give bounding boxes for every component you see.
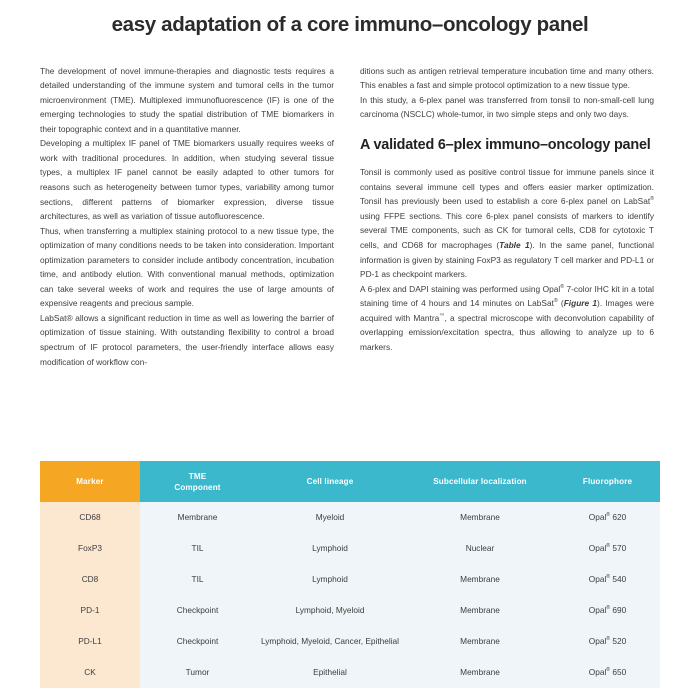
cell-subcellular: Membrane [405,564,555,595]
cell-marker: PD-L1 [40,626,140,657]
fluorophore-number: 690 [610,605,627,616]
fluorophore-number: 540 [610,574,627,585]
cell-marker: PD-1 [40,595,140,626]
fluorophore-number: 620 [610,512,627,523]
staining-text-part3: ( [557,298,564,309]
registered-mark-icon: ® [606,543,611,550]
staining-text-part4: ). Images were acquired with Mantra [360,298,654,323]
tonsil-text-part2: using FFPE sections. This core 6-plex panel consists of markers to identify several TME components, such as CK for tumoral cells, CD8 for cytotoxic T cells, and CD68 for macrophages ( [360,210,654,250]
table-body [40,502,660,688]
table-row [40,502,660,533]
staining-text-part2: 7-color IHC kit in a total staining time of 4 hours and 14 minutes on LabSat [360,283,654,309]
cell-tme-component: TIL [140,533,255,564]
table-1-reference: Table 1 [499,239,530,250]
cell-fluorophore [555,502,660,533]
paragraph-intro: The development of novel immune-therapies and diagnostic tests requires a detailed understanding of the immune system and tumoral cells in the tumor microenvironment (TME). Multiplexed immunofluorescence (IF) is one of the emerging technologies to study the spatial distribution of TME biomarkers in their topographic context and in a quantitative manner. [40,65,334,134]
registered-mark-icon: ® [560,283,565,290]
registered-mark-icon: ® [606,512,611,519]
cell-fluorophore [555,657,660,688]
cell-fluorophore [555,533,660,564]
fluorophore-number: 570 [610,543,627,554]
fluorophore-number: 650 [610,667,627,678]
fluorophore-number: 520 [610,636,627,647]
registered-mark-icon: ® [553,298,558,305]
paragraph-tonsil [360,165,654,281]
column-header-marker: Marker [40,461,140,502]
figure-1-reference: Figure 1 [563,298,598,309]
table-header-row [40,461,660,502]
fluorophore-name: Opal [588,636,607,647]
cell-subcellular: Nuclear [405,533,555,564]
cell-tme-component: Membrane [140,502,255,533]
staining-text-part1: A 6-plex and DAPI staining was performed using Opal [360,283,561,294]
cell-tme-component: Checkpoint [140,626,255,657]
paragraph-transfer: Thus, when transferring a multiplex staining protocol to a new tissue type, the optimization of many conditions needs to be taken into consideration. Important optimization parameters to consider include antibody concentration, incubation time, and antibody elution. With conventional manual methods, optimization can take several weeks of work and requires the use of large amounts of expensive reagents and precious sample. [40,225,334,309]
paragraph-developing: Developing a multiplex IF panel of TME biomarkers usually requires weeks of work with traditional procedures. In addition, when studying several tissue types, a multiplex IF panel cannot be easily adapted to other tumors for reasons such as heterogeneity between tumor types, variability among tumor sections, different patterns of biomarker expression, diverse tissue architectures, as well as variation of tissue autofluorescence. [40,138,334,222]
registered-mark-icon: ® [606,667,611,674]
cell-subcellular: Membrane [405,502,555,533]
cell-fluorophore [555,595,660,626]
page-title: easy adaptation of a core immuno–oncology panel [111,13,589,36]
paragraph-study: In this study, a 6-plex panel was transferred from tonsil to non-small-cell lung carcinoma (NSCLC) whole-tumor, in two simple steps and only two days. [360,94,654,120]
cell-fluorophore [555,564,660,595]
panel-table-container [40,461,660,688]
cell-subcellular: Membrane [405,626,555,657]
table-header [40,461,660,502]
cell-tme-component: Checkpoint [140,595,255,626]
immuno-oncology-panel-table [40,461,660,688]
cell-cell-lineage: Lymphoid, Myeloid, Cancer, Epithelial [255,626,405,657]
paragraph-staining [360,282,654,355]
fluorophore-name: Opal [588,543,607,554]
staining-text-part5: , a spectral microscope with deconvolution capability of overlapping emission/excitation spectra, thus allowing to analyze up to 6 markers. [360,312,655,352]
table-row [40,564,660,595]
tme-head-line1: TME [188,471,207,481]
table-row [40,626,660,657]
cell-cell-lineage: Lymphoid [255,533,405,564]
cell-fluorophore [555,626,660,657]
column-header-cell-lineage: Cell lineage [255,461,405,502]
paragraph-labsat: LabSat® allows a significant reduction in time as well as lowering the barrier of optimization of tissue staining. With outstanding flexibility to control a broad spectrum of IF protocol parameters, the user-friendly interface allows easy modification of workflow con- [40,312,334,367]
cell-marker: FoxP3 [40,533,140,564]
cell-tme-component: Tumor [140,657,255,688]
fluorophore-name: Opal [588,667,607,678]
trademark-mark-icon: ™ [439,312,445,319]
registered-mark-icon: ® [606,574,611,581]
fluorophore-name: Opal [588,512,607,523]
column-header-subcellular-localization: Subcellular localization [405,461,555,502]
left-column [40,64,334,369]
cell-subcellular: Membrane [405,657,555,688]
table-row [40,657,660,688]
column-header-fluorophore: Fluorophore [555,461,660,502]
section-heading-validated-panel: A validated 6–plex immuno–oncology panel [360,136,651,153]
tme-head-line2: Component [174,482,221,492]
column-header-tme-component [140,461,255,502]
registered-mark-icon: ® [650,196,654,203]
tonsil-text-part3: ). In the same panel, functional information is given by staining FoxP3 as regulatory T cell marker and PD-L1 or PD-1 as checkpoint markers. [360,239,654,280]
table-row [40,595,660,626]
cell-cell-lineage: Lymphoid [255,564,405,595]
cell-marker: CD8 [40,564,140,595]
article-body [0,38,700,369]
table-row [40,533,660,564]
cell-marker: CK [40,657,140,688]
cell-cell-lineage: Epithelial [255,657,405,688]
cell-cell-lineage: Lymphoid, Myeloid [255,595,405,626]
tonsil-text-part1: Tonsil is commonly used as positive control tissue for immune panels since it contains several immune cell types and offers easier marker optimization. Tonsil has previously been used to establish a core 6-plex panel on LabSat [360,167,654,207]
registered-mark-icon: ® [606,605,611,612]
cell-subcellular: Membrane [405,595,555,626]
fluorophore-name: Opal [588,574,607,585]
fluorophore-name: Opal [588,605,607,616]
cell-marker: CD68 [40,502,140,533]
paragraph-conditions: ditions such as antigen retrieval temperature incubation time and many others. This enables a fast and simple protocol optimization to a new tissue type. [360,65,654,91]
right-column [360,64,654,369]
registered-mark-icon: ® [606,636,611,643]
cell-cell-lineage: Myeloid [255,502,405,533]
cell-tme-component: TIL [140,564,255,595]
